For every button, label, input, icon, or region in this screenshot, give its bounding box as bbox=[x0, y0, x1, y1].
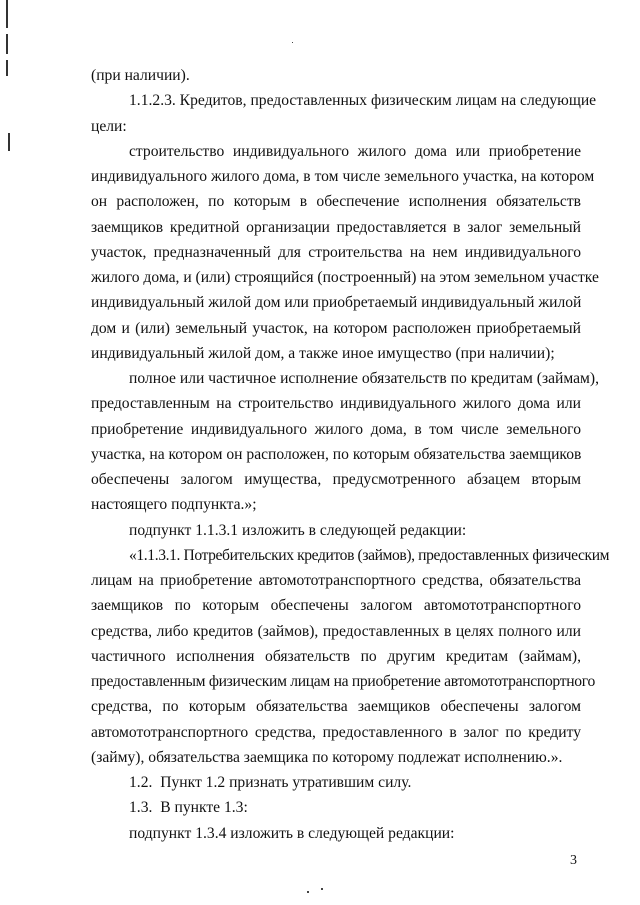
page-number: 3 bbox=[570, 853, 577, 868]
text-line: подпункт 1.3.4 изложить в следующей редакции: bbox=[129, 824, 455, 842]
text-line: лицам на приобретение автомототранспортного средства, обязательства bbox=[91, 572, 581, 589]
text-line: заемщиков по которым обеспечены залогом автомототранспортного bbox=[91, 597, 581, 615]
text-line: (займу), обязательства заемщика по которому подлежат исполнению.». bbox=[91, 748, 563, 766]
text-line: настоящего подпункта.»; bbox=[91, 496, 257, 514]
text-line: обеспечены залогом имущества, предусмотренного абзацем вторым bbox=[91, 471, 581, 488]
scan-artifact-line bbox=[6, 60, 8, 76]
text-line: заемщиков кредитной организации предоставляется в залог земельный bbox=[91, 218, 581, 236]
text-line: участок, предназначенный для строительства на нем индивидуального bbox=[91, 243, 581, 261]
text-line: средства, либо кредитов (займов), предоставленных в целях полного или bbox=[91, 622, 581, 640]
scan-speck bbox=[292, 42, 293, 43]
clause-1-2: 1.2. Пункт 1.2 признать утратившим силу. bbox=[129, 774, 412, 791]
text-line: полное или частичное исполнение обязательств по кредитам (займам), bbox=[129, 370, 600, 387]
text-line: приобретение индивидуального жилого дома, в том числе земельного bbox=[91, 420, 581, 438]
text-line: средства, по которым обязательства заемщиков обеспечены залогом bbox=[91, 698, 581, 716]
text-line: индивидуального жилого дома, в том числе земельного участка, на котором bbox=[91, 168, 595, 185]
clause-1-3: 1.3. В пункте 1.3: bbox=[129, 799, 248, 817]
text-line: (при наличии). bbox=[91, 67, 190, 84]
clause-heading-1-1-3-1: «1.1.3.1. Потребительских кредитов (займов), предоставленных физическим bbox=[129, 546, 610, 564]
text-line: частичного исполнения обязательств по другим кредитам (займам), bbox=[91, 647, 581, 665]
text-line: предоставленным физическим лицам на приобретение автомототранспортного bbox=[91, 673, 595, 690]
text-line: строительство индивидуального жилого дома или приобретение bbox=[129, 142, 581, 160]
text-line: индивидуальный жилой дом или приобретаемый индивидуальный жилой bbox=[91, 294, 582, 312]
document-body bbox=[91, 63, 610, 846]
text-line: автомототранспортного средства, предоставленного в залог по кредиту bbox=[91, 723, 581, 741]
scan-speck bbox=[307, 891, 309, 893]
scan-artifact-line bbox=[8, 133, 10, 151]
text-line: дом и (или) земельный участок, на котором расположен приобретаемый bbox=[91, 319, 581, 337]
clause-heading-1-1-2-3: 1.1.2.3. Кредитов, предоставленных физическим лицам на следующие bbox=[129, 92, 597, 110]
text-line: жилого дома, и (или) строящийся (построенный) на этом земельном участке bbox=[91, 269, 599, 286]
text-line: индивидуальный жилой дом, а также иное имущество (при наличии); bbox=[91, 344, 555, 362]
text-line: участка, на котором он расположен, по которым обязательства заемщиков bbox=[91, 445, 582, 463]
text-line: цели: bbox=[91, 117, 127, 135]
scan-artifact-line bbox=[6, 34, 8, 54]
text-line: предоставленным на строительство индивидуального жилого дома или bbox=[91, 395, 581, 413]
text-line: подпункт 1.1.3.1 изложить в следующей редакции: bbox=[129, 521, 467, 539]
text-line: он расположен, по которым в обеспечение исполнения обязательств bbox=[91, 193, 581, 211]
scan-artifact-line bbox=[6, 0, 8, 28]
scan-speck bbox=[321, 888, 323, 890]
